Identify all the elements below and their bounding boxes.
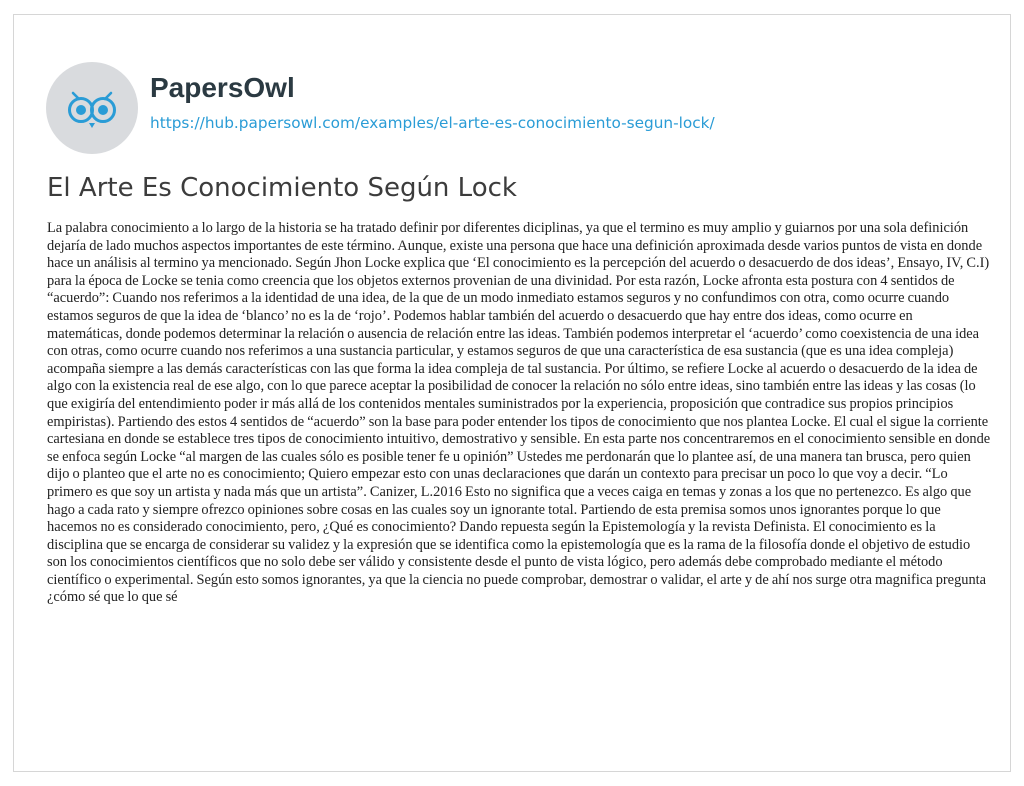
- brand-block: [150, 71, 715, 132]
- brand-name[interactable]: PapersOwl: [150, 71, 295, 103]
- source-url-link[interactable]: https://hub.papersowl.com/examples/el-arte-es-conocimiento-segun-lock/: [150, 113, 715, 132]
- article-body: La palabra conocimiento a lo largo de la historia se ha tratado definir por diferentes diciplinas, ya que el termino es muy amplio y guiarnos por una sola definición dejaría de lado muchos aspectos importantes de este término. Aunque, existe una persona que hace una definición aproximada desde varios puntos de vista en donde hace un análisis al termino ya mencionado. Según Jhon Locke explica que ‘El conocimiento es la percepción del acuerdo o desacuerdo de dos ideas’, Ensayo, IV, C.I) para la época de Locke se tenia como creencia que los objetos externos provenian de una divinidad. Por esta razón, Locke afronta esta postura con 4 sentidos de “acuerdo”: Cuando nos referimos a la identidad de una idea, de la que de un modo inmediato estamos seguros y no confundimos con otra, como ocurre cuando estamos seguros de que la idea de ‘blanco’ no es la de ‘rojo’. Podemos hablar también del acuerdo o desacuerdo que hay entre dos ideas, como ocurre en matemáticas, donde podemos determinar la relación o ausencia de relación entre las ideas. También podemos interpretar el ‘acuerdo’ como coexistencia de una idea con otras, como ocurre cuando nos referimos a una sustancia particular, y estamos seguros de que una característica de esa sustancia (que es una idea compleja) acompaña siempre a las demás características con las que forma la idea compleja de tal sustancia. Por último, se refiere Locke al acuerdo o desacuerdo de la idea de algo con la existencia real de ese algo, con lo que parece aceptar la posibilidad de conocer la relación no sólo entre ideas, sino también entre las ideas y las cosas (lo que exigiría del entendimiento poder ir más allá de los contenidos mentales suministrados por la experiencia, proposición que contradice sus propios principios empiristas). Partiendo des estos 4 sentidos de “acuerdo” son la base para poder entender los tipos de conocimiento que nos plantea Locke. El cual el sigue la corriente cartesiana en donde se establece tres tipos de conocimiento intuitivo, demostrativo y sensible. En esta parte nos concentraremos en el conocimiento sensible en donde se enfoca según Locke “al margen de las cuales sólo es posible tener fe u opinión” Ustedes me perdonarán que lo plantee así, de una manera tan brusca, pero quien dijo o planteo que el arte no es conocimiento; Quiero empezar esto con unas declaraciones que darán un contexto para precisar un poco lo que voy a decir. “Lo primero es que soy un artista y nada más que un artista”. Canizer, L.2016 Esto no significa que a veces caiga en temas y zonas a los que no pertenezco. Es algo que hago a cada rato y siempre ofrezco opiniones sobre cosas en las cuales soy un ignorante total. Partiendo de esta premisa somos unos ignorantes porque lo que hacemos no es considerado conocimiento, pero, ¿Qué es conocimiento? Dando repuesta según la Epistemología y la revista Definista. El conocimiento es la disciplina que se encarga de considerar su validez y la expresión que se identifica como la epistemología que es la rama de la filosofía donde el objetivo de estudio son los conocimientos científicos que no solo debe ser válido y consistente desde el punto de vista lógico, pero además debe comprobado mediante el método científico o experimental. Según esto somos ignorantes, ya que la ciencia no puede comprobar, demostrar o validar, el arte y de ahí nos surge otra magnifica pregunta ¿cómo sé que lo que sé: [47, 220, 991, 606]
- owl-logo-icon[interactable]: [46, 62, 138, 154]
- article-title: El Arte Es Conocimiento Según Lock: [47, 173, 517, 203]
- site-header: [46, 62, 715, 154]
